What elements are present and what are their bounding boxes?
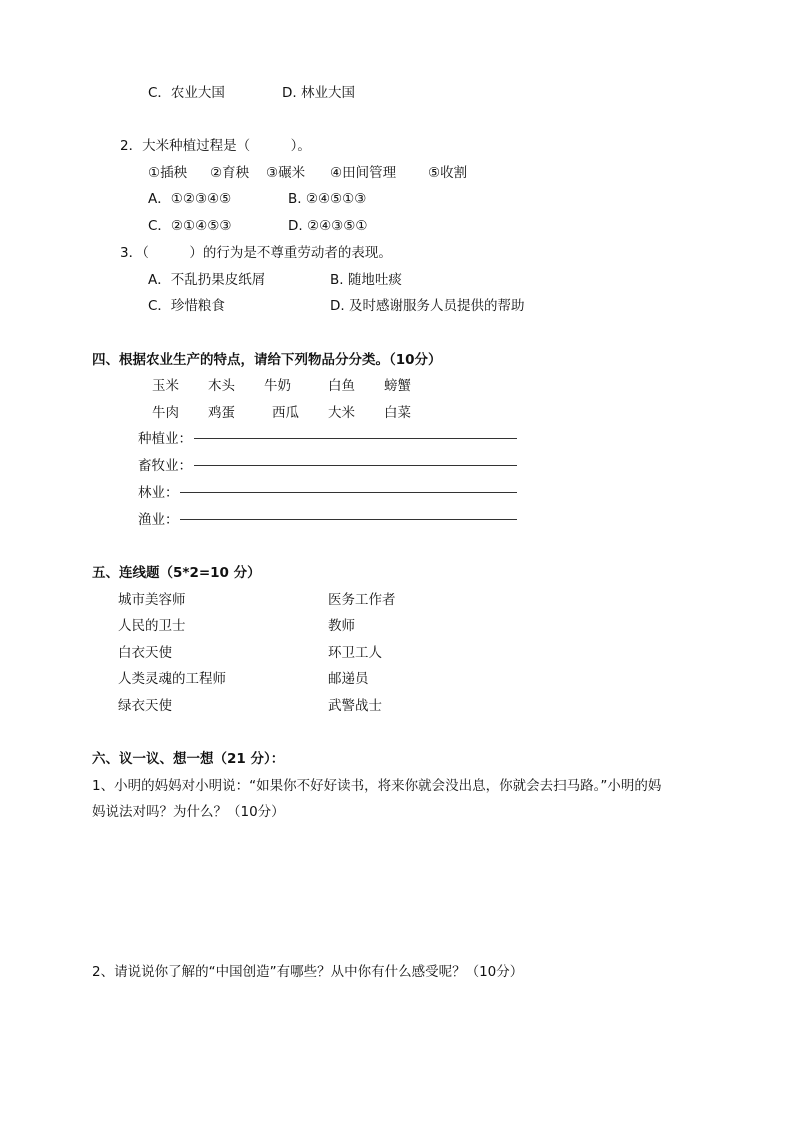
q1-option-c: C．农业大国 [148, 85, 225, 101]
match-right-1[interactable]: 医务工作者 [328, 592, 396, 608]
q2-option-a: A．①②③④⑤ [148, 191, 232, 207]
q3-question: 3．（ ）的行为是不尊重劳动者的表现。 [120, 245, 392, 261]
answer-line-husbandry[interactable] [194, 465, 517, 466]
item-beef: 牛肉 [152, 405, 179, 421]
item-egg: 鸡蛋 [208, 405, 235, 421]
answer-line-planting[interactable] [194, 438, 517, 439]
q2-question: 2．大米种植过程是（ ）。 [120, 138, 311, 154]
match-left-4[interactable]: 人类灵魂的工程师 [118, 671, 226, 687]
answer-line-fishery[interactable] [180, 519, 517, 520]
match-right-3[interactable]: 环卫工人 [328, 645, 382, 661]
section6-q2: 2、请说说你了解的“中国创造”有哪些？从中你有什么感受呢？（10分） [92, 964, 524, 980]
q3-option-d: D. 及时感谢服务人员提供的帮助 [330, 298, 525, 314]
answer-line-forestry[interactable] [180, 492, 517, 493]
label-planting: 种植业： [138, 431, 192, 447]
item-whitefish: 白鱼 [328, 378, 355, 394]
item-rice: 大米 [328, 405, 355, 421]
match-right-5[interactable]: 武警战士 [328, 698, 382, 714]
match-right-2[interactable]: 教师 [328, 618, 355, 634]
q2-step-2: ②育秧 [210, 165, 250, 181]
section6-q1-line1: 1、小明的妈妈对小明说：“如果你不好好读书，将来你就会没出息，你就会去扫马路。”小明的妈 [92, 778, 662, 794]
q3-option-c: C．珍惜粮食 [148, 298, 225, 314]
q1-option-d: D. 林业大国 [282, 85, 355, 101]
item-corn: 玉米 [152, 378, 179, 394]
section5-title: 五、连线题（5*2=10 分） [92, 565, 261, 581]
match-left-3[interactable]: 白衣天使 [118, 645, 172, 661]
item-crab: 螃蟹 [384, 378, 411, 394]
label-fishery: 渔业： [138, 512, 179, 528]
q2-step-1: ①插秧 [148, 165, 188, 181]
item-cabbage: 白菜 [384, 405, 411, 421]
q3-option-b: B. 随地吐痰 [330, 272, 402, 288]
match-right-4[interactable]: 邮递员 [328, 671, 369, 687]
match-left-5[interactable]: 绿衣天使 [118, 698, 172, 714]
q2-step-3: ③碾米 [266, 165, 306, 181]
label-husbandry: 畜牧业： [138, 458, 192, 474]
match-left-1[interactable]: 城市美容师 [118, 592, 186, 608]
match-left-2[interactable]: 人民的卫士 [118, 618, 186, 634]
q2-step-5: ⑤收割 [428, 165, 468, 181]
label-forestry: 林业： [138, 485, 179, 501]
section6-q1-line2: 妈说法对吗？为什么？（10分） [92, 804, 285, 820]
section4-title: 四、根据农业生产的特点，请给下列物品分分类。（10分） [92, 352, 442, 368]
section6-title: 六、议一议、想一想（21 分）： [92, 751, 285, 767]
q3-option-a: A．不乱扔果皮纸屑 [148, 272, 266, 288]
q2-step-4: ④田间管理 [330, 165, 397, 181]
item-wood: 木头 [208, 378, 235, 394]
q2-option-c: C．②①④⑤③ [148, 218, 232, 234]
item-milk: 牛奶 [264, 378, 291, 394]
q2-option-b: B. ②④⑤①③ [288, 191, 367, 207]
q2-option-d: D. ②④③⑤① [288, 218, 368, 234]
item-watermelon: 西瓜 [272, 405, 299, 421]
